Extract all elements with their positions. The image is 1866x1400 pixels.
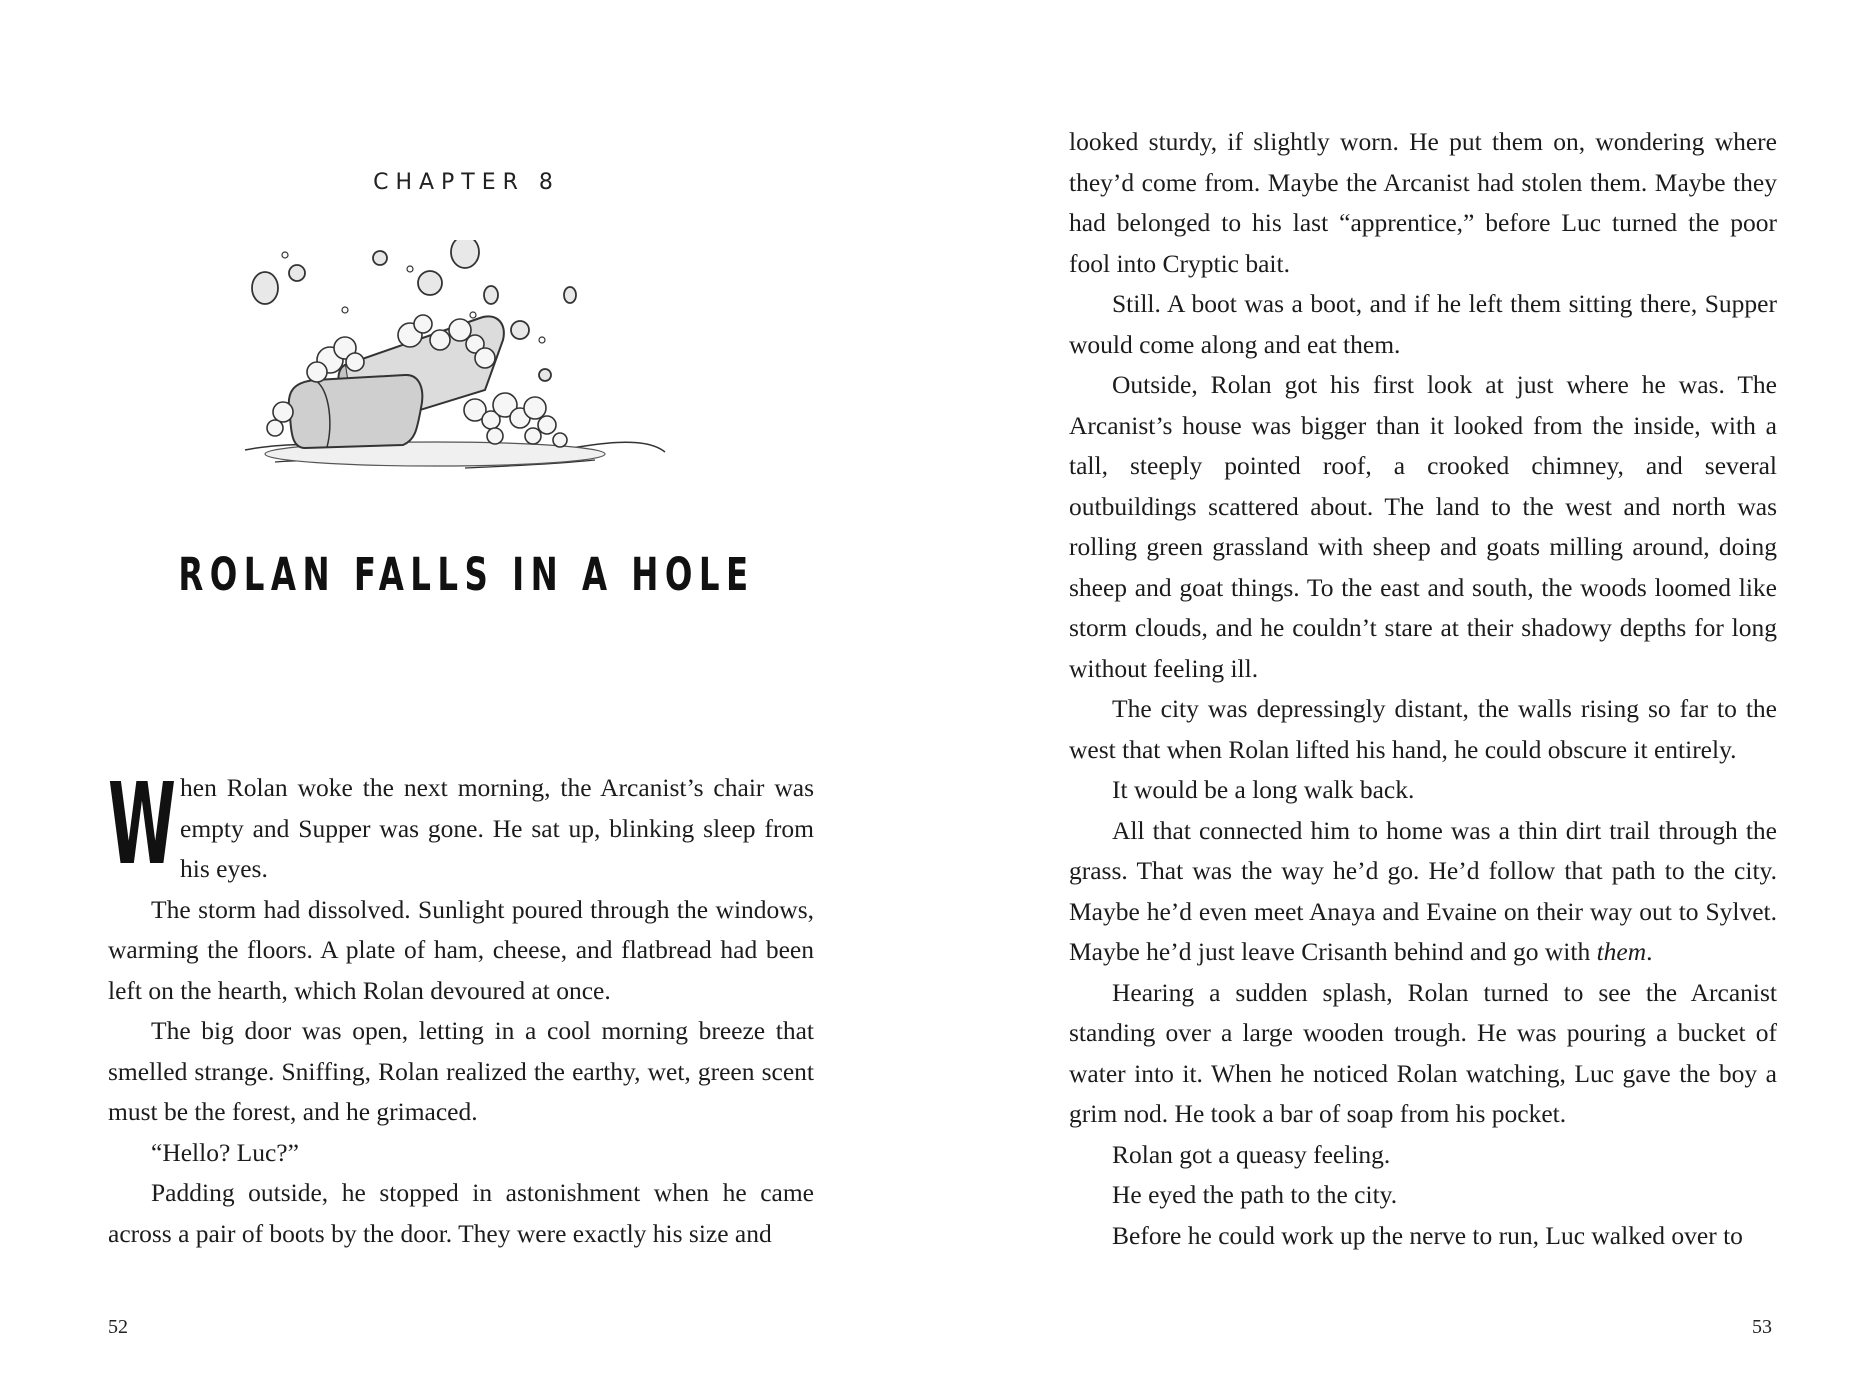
paragraph: Before he could work up the nerve to run, Luc walked over to xyxy=(1112,1220,1743,1250)
opening-paragraph xyxy=(108,760,814,890)
page-number-left: 52 xyxy=(108,1316,128,1338)
paragraph: Outside, Rolan got his first look at just where he was. The Arcanist’s house was bigger than it looked from the inside, with a tall, steeply pointed roof, a crooked chimney, and several outbuildings scattered about. The land to the west and north was rolling green grassland with sheep and goats milling around, doing sheep and goat things. To the east and south, the woods loomed like storm clouds, and he couldn’t stare at their shadowy depths for long without feeling ill. xyxy=(1069,370,1777,683)
right-page xyxy=(933,0,1866,1400)
continuation-paragraph: looked sturdy, if slightly worn. He put them on, wondering where they’d come from. Maybe the Arcanist had stolen them. Maybe they had belonged to his last “apprentice,” before Luc turned the poor fool into Cryptic bait. xyxy=(1069,127,1777,278)
paragraph: Hearing a sudden splash, Rolan turned to see the Arcanist standing over a large wooden trough. He was pouring a bucket of water into it. When he noticed Rolan watching, Luc gave the boy a grim nod. He took a bar of soap from his pocket. xyxy=(1069,977,1777,1128)
soap-bar-with-bubbles-icon xyxy=(235,240,675,490)
paragraph: The big door was open, letting in a cool morning breeze that smelled strange. Sniffing, Rolan realized the earthy, wet, green scent must be the forest, and he grimaced. xyxy=(108,1016,814,1126)
paragraph-text: All that connected him to home was a thin dirt trail through the grass. That was the way he’d go. He’d follow that path to the city. Maybe he’d even meet Anaya and Evaine on their way out to Sylvet. xyxy=(1069,815,1777,926)
paragraph: He eyed the path to the city. xyxy=(1112,1180,1398,1209)
paragraph: The city was depressingly distant, the walls rising so far to the west that when Rolan lifted his hand, he could obscure it entirely. xyxy=(1069,694,1777,764)
paragraph xyxy=(1069,811,1777,973)
right-body-text xyxy=(1069,122,1777,1256)
drop-cap: W xyxy=(108,760,176,890)
chapter-title: ROLAN FALLS IN A HOLE xyxy=(178,548,755,601)
italic-word: them xyxy=(1596,937,1647,966)
paragraph: Padding outside, he stopped in astonishment when he came across a pair of boots by the door. They were exactly his size and xyxy=(108,1178,814,1248)
left-body-text xyxy=(108,760,814,1254)
paragraph-text: . xyxy=(1646,937,1653,966)
paragraph: Rolan got a queasy feeling. xyxy=(1112,1139,1391,1169)
chapter-label: CHAPTER 8 xyxy=(373,170,560,195)
paragraph: Still. A boot was a boot, and if he left them sitting there, Supper would come along and eat them. xyxy=(1069,289,1777,359)
paragraph: “Hello? Luc?” xyxy=(151,1137,299,1167)
paragraph: The storm had dissolved. Sunlight poured through the windows, warming the floors. A plate of ham, cheese, and flatbread had been left on the hearth, which Rolan devoured at once. xyxy=(108,894,814,1005)
paragraph-text: Maybe he’d just leave Crisanth behind and go with xyxy=(1069,937,1597,966)
page-number-right: 53 xyxy=(1752,1316,1772,1338)
opening-text: hen Rolan woke the next morning, the Arcanist’s chair was empty and Supper was gone. He sat up, blinking sleep from his eyes. xyxy=(180,773,814,883)
paragraph: It would be a long walk back. xyxy=(1112,775,1415,804)
